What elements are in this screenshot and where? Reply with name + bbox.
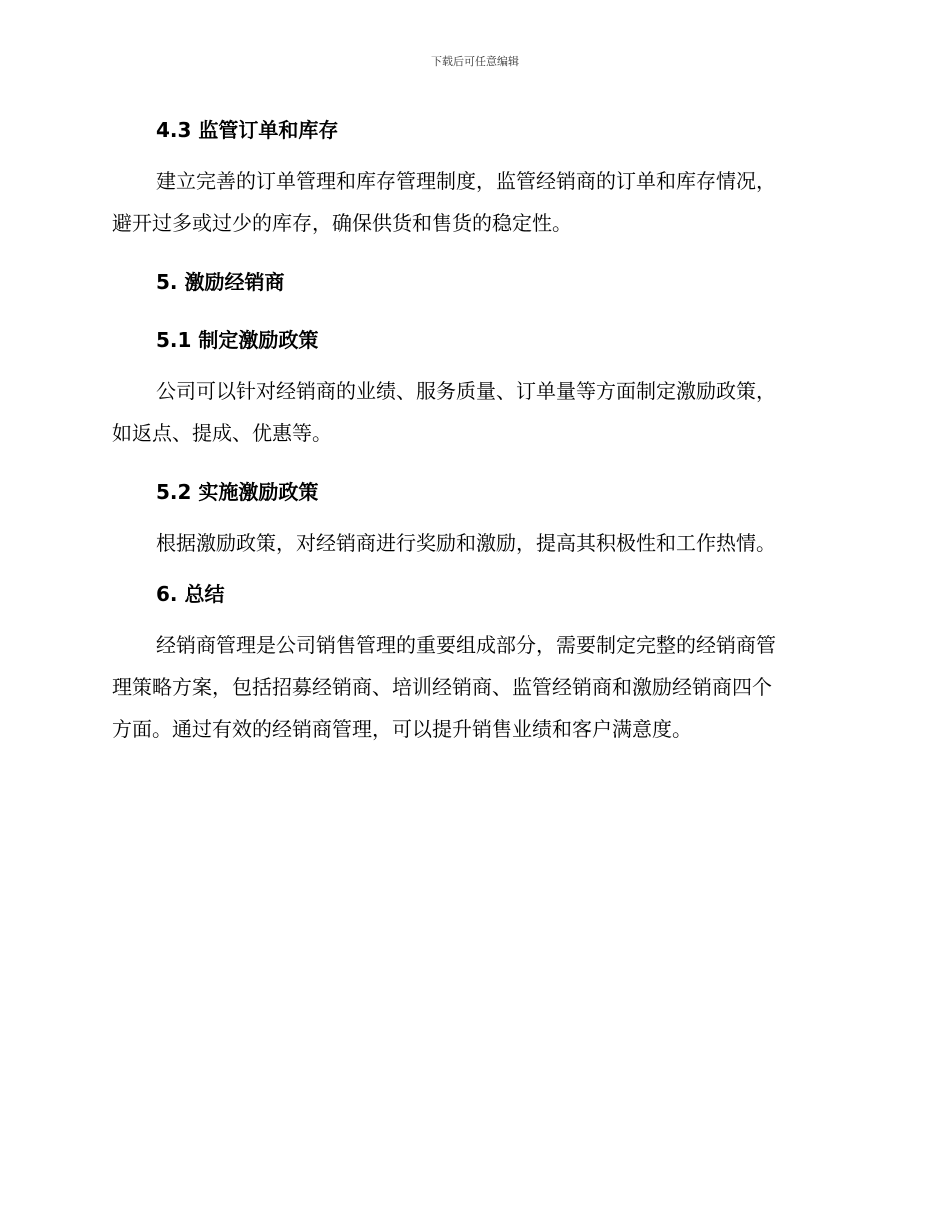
paragraph-line: 如返点、提成、优惠等。 — [112, 421, 332, 445]
document-body — [112, 110, 832, 750]
paragraph-line: 经销商管理是公司销售管理的重要组成部分，需要制定完整的经销商管 — [156, 633, 776, 657]
paragraph-line: 理策略方案，包括招募经销商、培训经销商、监管经销商和激励经销商四个 — [112, 675, 772, 699]
page-header: 下载后可任意编辑 — [431, 55, 519, 68]
paragraph-4-3 — [112, 160, 832, 244]
paragraph-line: 根据激励政策，对经销商进行奖励和激励，提高其积极性和工作热情。 — [156, 531, 776, 555]
paragraph-5-1 — [112, 370, 832, 454]
heading-4-3: 4.3 监管订单和库存 — [156, 118, 339, 142]
heading-5: 5. 激励经销商 — [156, 270, 285, 294]
heading-5-1: 5.1 制定激励政策 — [156, 328, 319, 352]
paragraph-line: 避开过多或过少的库存，确保供货和售货的稳定性。 — [112, 211, 572, 235]
paragraph-line: 方面。通过有效的经销商管理，可以提升销售业绩和客户满意度。 — [112, 717, 692, 741]
paragraph-5-2 — [112, 522, 832, 564]
paragraph-6 — [112, 624, 832, 750]
heading-5-2: 5.2 实施激励政策 — [156, 480, 319, 504]
heading-6: 6. 总结 — [156, 582, 225, 606]
paragraph-line: 公司可以针对经销商的业绩、服务质量、订单量等方面制定激励政策， — [156, 379, 776, 403]
paragraph-line: 建立完善的订单管理和库存管理制度，监管经销商的订单和库存情况， — [156, 169, 776, 193]
